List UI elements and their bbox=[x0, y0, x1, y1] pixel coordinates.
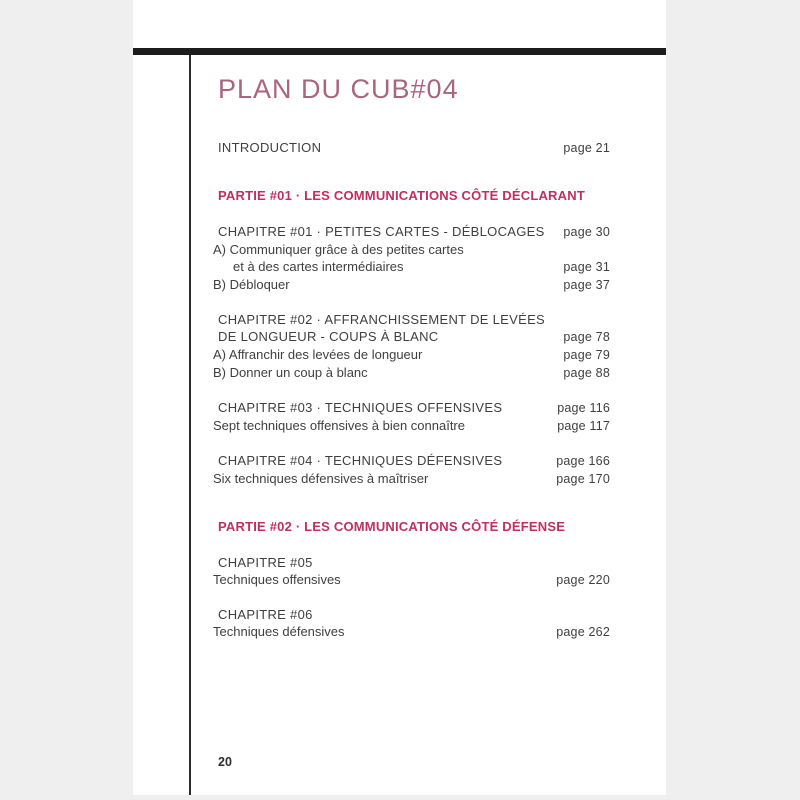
toc-entry-label: B) Donner un coup à blanc bbox=[213, 365, 368, 380]
left-vertical-rule bbox=[189, 55, 191, 795]
toc-entry-page-number: page 220 bbox=[556, 573, 610, 587]
toc-entry-page-number: page 262 bbox=[556, 625, 610, 639]
toc-row bbox=[218, 311, 610, 328]
toc-entry-page-number: page 166 bbox=[556, 454, 610, 468]
toc-chapter-block bbox=[213, 606, 610, 641]
toc-entry-label: CHAPITRE #03 · TECHNIQUES OFFENSIVES bbox=[218, 400, 503, 415]
toc-row bbox=[213, 417, 610, 435]
toc-row bbox=[218, 452, 610, 470]
toc-entry-page-number: page 116 bbox=[557, 401, 610, 415]
toc-entry-page-number: page 78 bbox=[563, 330, 610, 344]
page-title: PLAN DU CUB#04 bbox=[218, 74, 459, 104]
toc-entry-page-number: page 117 bbox=[557, 419, 610, 433]
toc-chapter-block bbox=[218, 139, 610, 157]
toc-row bbox=[233, 258, 610, 276]
footer-page-number: 20 bbox=[218, 755, 232, 769]
toc bbox=[213, 139, 610, 641]
toc-row bbox=[218, 223, 610, 241]
toc-row bbox=[213, 470, 610, 488]
toc-row bbox=[218, 187, 610, 204]
toc-row bbox=[218, 139, 610, 157]
toc-entry-label: INTRODUCTION bbox=[218, 140, 322, 155]
toc-row bbox=[213, 623, 610, 641]
toc-entry-label: CHAPITRE #04 · TECHNIQUES DÉFENSIVES bbox=[218, 453, 503, 468]
toc-part-heading-block bbox=[218, 187, 610, 204]
toc-chapter-block bbox=[213, 554, 610, 589]
toc-row bbox=[213, 241, 610, 258]
toc-row bbox=[218, 399, 610, 417]
toc-chapter-block bbox=[213, 311, 610, 382]
toc-entry-page-number: page 37 bbox=[563, 278, 610, 292]
toc-entry-page-number: page 31 bbox=[563, 260, 610, 274]
toc-row bbox=[218, 518, 610, 535]
toc-entry-label: et à des cartes intermédiaires bbox=[233, 259, 404, 274]
toc-entry-label: Sept techniques offensives à bien connaître bbox=[213, 418, 465, 433]
toc-entry-label: A) Affranchir des levées de longueur bbox=[213, 347, 423, 362]
toc-entry-page-number: page 79 bbox=[563, 348, 610, 362]
toc-chapter-block bbox=[213, 399, 610, 435]
toc-part-heading: PARTIE #02 · LES COMMUNICATIONS CÔTÉ DÉFENSE bbox=[218, 519, 566, 534]
toc-entry-label: Six techniques défensives à maîtriser bbox=[213, 471, 429, 486]
toc-part-heading-block bbox=[218, 518, 610, 535]
toc-entry-label: CHAPITRE #06 bbox=[218, 607, 313, 622]
toc-entry-label: Techniques défensives bbox=[213, 624, 345, 639]
page-content bbox=[213, 0, 610, 641]
toc-row bbox=[218, 606, 610, 623]
toc-entry-label: A) Communiquer grâce à des petites cartes bbox=[213, 242, 464, 257]
toc-entry-label: CHAPITRE #01 · PETITES CARTES - DÉBLOCAGES bbox=[218, 224, 545, 239]
toc-entry-page-number: page 30 bbox=[563, 225, 610, 239]
toc-entry-page-number: page 21 bbox=[563, 141, 610, 155]
toc-entry-label: DE LONGUEUR - COUPS À BLANC bbox=[218, 329, 439, 344]
toc-row bbox=[213, 364, 610, 382]
toc-row bbox=[218, 554, 610, 571]
toc-row bbox=[218, 328, 610, 346]
toc-entry-label: CHAPITRE #02 · AFFRANCHISSEMENT DE LEVÉES bbox=[218, 312, 546, 327]
toc-entry-label: CHAPITRE #05 bbox=[218, 555, 313, 570]
toc-row bbox=[213, 571, 610, 589]
toc-chapter-block bbox=[213, 223, 610, 294]
toc-chapter-block bbox=[213, 452, 610, 488]
book-page bbox=[133, 0, 666, 795]
toc-row bbox=[213, 276, 610, 294]
toc-entry-page-number: page 88 bbox=[563, 366, 610, 380]
toc-row bbox=[213, 346, 610, 364]
toc-entry-label: B) Débloquer bbox=[213, 277, 290, 292]
toc-entry-page-number: page 170 bbox=[556, 472, 610, 486]
toc-entry-label: Techniques offensives bbox=[213, 572, 341, 587]
toc-part-heading: PARTIE #01 · LES COMMUNICATIONS CÔTÉ DÉCLARANT bbox=[218, 188, 585, 203]
